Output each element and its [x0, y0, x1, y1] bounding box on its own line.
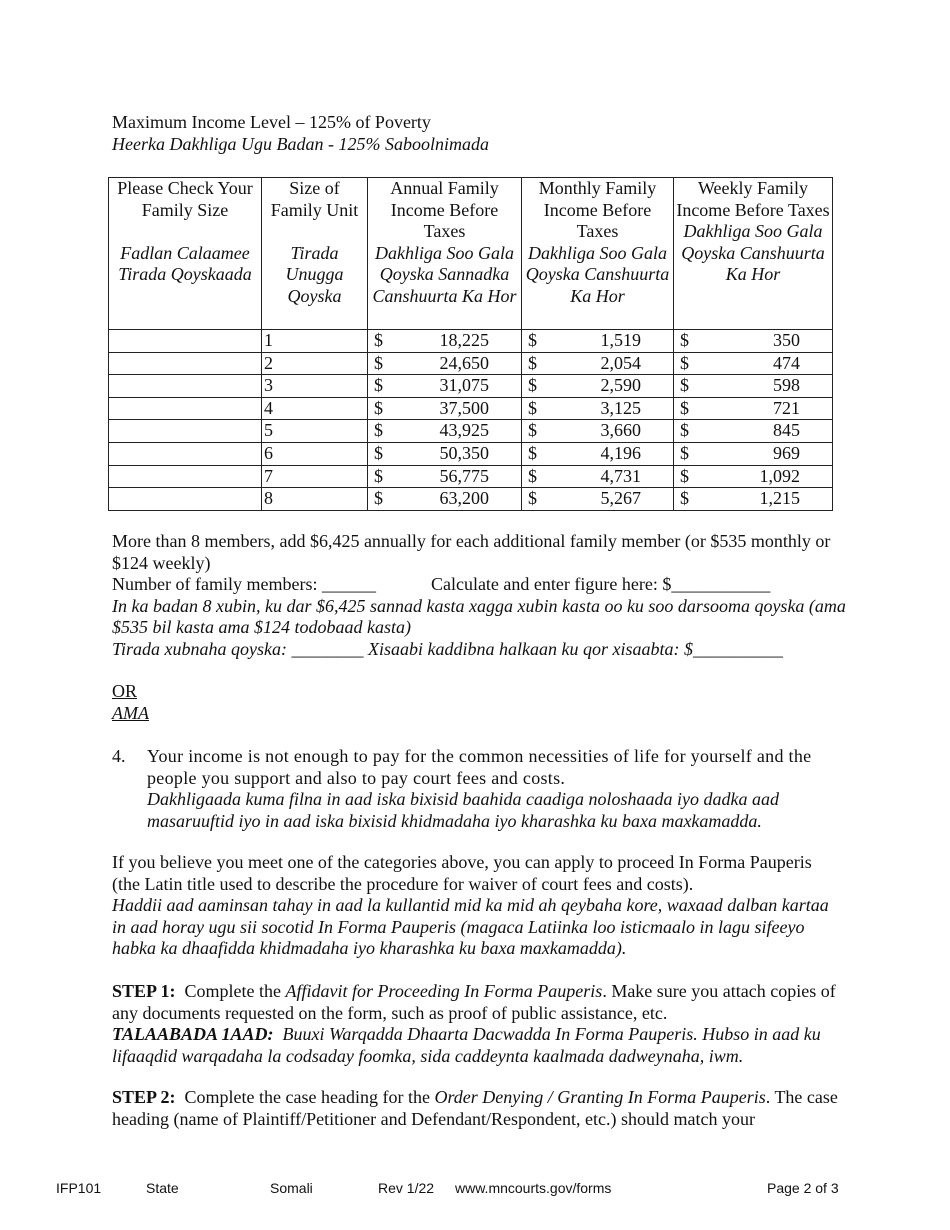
step-1-pre: Complete the	[184, 981, 282, 1001]
weekly-value: 969	[773, 442, 800, 463]
footer-page: Page 2 of 3	[767, 1180, 839, 1196]
currency-symbol: $	[528, 488, 537, 509]
heading-title: Maximum Income Level – 125% of Poverty	[112, 112, 431, 132]
monthly-value: 2,054	[600, 352, 641, 373]
heading-title-somali: Heerka Dakhliga Ugu Badan - 125% Saboolnimada	[112, 133, 489, 154]
annual-cell	[368, 420, 522, 443]
monthly-value: 5,267	[600, 488, 641, 509]
currency-symbol: $	[680, 352, 689, 373]
annual-value: 56,775	[439, 465, 489, 486]
weekly-value: 845	[773, 420, 800, 441]
currency-symbol: $	[680, 330, 689, 350]
header-size: Size of Family Unit Tirada Unugga Qoyska	[262, 178, 368, 330]
weekly-cell	[674, 488, 833, 511]
additional-note: More than 8 members, add $6,425 annually for each additional family member (or $535 monthly or $124 weekly)	[112, 531, 831, 573]
footer-revision: Rev 1/22	[378, 1180, 435, 1196]
monthly-cell	[522, 465, 674, 488]
annual-cell	[368, 488, 522, 511]
weekly-value: 721	[773, 397, 800, 418]
monthly-cell	[522, 375, 674, 398]
annual-cell	[368, 352, 522, 375]
step-1-text-somali: Buuxi Warqadda Dhaarta Dacwadda In Forma Pauperis. Hubso in aad ku lifaaqdid warqadaha la codsaday foomka, sida caddeynta kaalmada dadweynaha, iwm.	[112, 1024, 821, 1066]
check-cell[interactable]	[109, 397, 262, 420]
weekly-cell	[674, 420, 833, 443]
currency-symbol: $	[374, 488, 383, 509]
currency-symbol: $	[680, 442, 689, 463]
item-4-text: Your income is not enough to pay for the common necessities of life for yourself and the people you support and also to pay court fees and costs.	[147, 746, 812, 788]
header-monthly: Monthly Family Income Before Taxes Dakhliga Soo Gala Qoyska Canshuurta Ka Hor	[522, 178, 674, 330]
weekly-cell	[674, 375, 833, 398]
weekly-cell	[674, 330, 833, 353]
monthly-cell	[522, 397, 674, 420]
table-row	[109, 488, 833, 511]
currency-symbol: $	[680, 488, 689, 509]
currency-symbol: $	[374, 352, 383, 373]
size-cell: 2	[262, 352, 368, 375]
or-divider	[112, 681, 842, 724]
or-label: OR	[112, 681, 138, 701]
step-2-document: Order Denying / Granting In Forma Pauperis	[434, 1087, 766, 1107]
monthly-cell	[522, 352, 674, 375]
income-table	[108, 177, 833, 511]
footer-url[interactable]: www.mncourts.gov/forms	[455, 1180, 612, 1196]
currency-symbol: $	[374, 420, 383, 441]
table-row	[109, 442, 833, 465]
size-cell: 6	[262, 442, 368, 465]
size-cell: 7	[262, 465, 368, 488]
item-4	[112, 746, 840, 832]
income-heading	[112, 112, 842, 155]
currency-symbol: $	[528, 420, 537, 441]
annual-cell	[368, 330, 522, 353]
additional-note-somali: In ka badan 8 xubin, ku dar $6,425 sannad kasta xagga xubin kasta oo ku soo darsooma qoyska (ama $535 bil kasta ama $124 todobaad kasta)	[112, 595, 846, 638]
currency-symbol: $	[528, 442, 537, 463]
monthly-cell	[522, 442, 674, 465]
step-2-label: STEP 2:	[112, 1087, 176, 1107]
step-1-post: . Make sure you attach copies of any documents requested on the form, such as proof of public assistance, etc.	[112, 981, 836, 1023]
check-cell[interactable]	[109, 420, 262, 443]
size-cell: 3	[262, 375, 368, 398]
currency-symbol: $	[528, 465, 537, 486]
currency-symbol: $	[528, 330, 537, 350]
monthly-value: 2,590	[600, 375, 641, 396]
check-cell[interactable]	[109, 375, 262, 398]
ifp-text-somali: Haddii aad aaminsan tahay in aad la kullantid mid ka mid ah qeybaha kore, waxaad dalban kartaa in aad horay ugu sii socotid In Forma Pauperis (magaca Latiinka loo isticmaalo in lagu sifeeyo habka ka dhaafidda khidmadaha iyo kharashka ku baxa maxkamadda).	[112, 895, 829, 959]
weekly-value: 1,092	[759, 465, 800, 486]
members-field[interactable]: Number of family members: ______	[112, 574, 376, 595]
footer-language: Somali	[270, 1180, 313, 1196]
step-2	[112, 1087, 840, 1130]
step-2-pre: Complete the case heading for the	[184, 1087, 430, 1107]
currency-symbol: $	[528, 397, 537, 418]
members-field-somali[interactable]: Tirada xubnaha qoyska: ________	[112, 638, 364, 659]
monthly-cell	[522, 330, 674, 353]
check-cell[interactable]	[109, 488, 262, 511]
monthly-value: 3,660	[600, 420, 641, 441]
annual-cell	[368, 375, 522, 398]
currency-symbol: $	[374, 375, 383, 396]
check-cell[interactable]	[109, 442, 262, 465]
currency-symbol: $	[528, 375, 537, 396]
annual-value: 43,925	[439, 420, 489, 441]
currency-symbol: $	[528, 352, 537, 373]
annual-value: 31,075	[439, 375, 489, 396]
or-label-somali: AMA	[112, 702, 149, 723]
currency-symbol: $	[680, 375, 689, 396]
table-row	[109, 465, 833, 488]
currency-symbol: $	[680, 465, 689, 486]
weekly-value: 598	[773, 375, 800, 396]
currency-symbol: $	[680, 397, 689, 418]
additional-members-section	[112, 531, 847, 661]
monthly-value: 4,731	[600, 465, 641, 486]
header-annual: Annual Family Income Before Taxes Dakhliga Soo Gala Qoyska Sannadka Canshuurta Ka Hor	[368, 178, 522, 330]
ifp-text: If you believe you meet one of the categories above, you can apply to proceed In Forma Pauperis (the Latin title used to describe the procedure for waiver of court fees and costs).	[112, 852, 812, 894]
check-cell[interactable]	[109, 465, 262, 488]
weekly-value: 1,215	[759, 488, 800, 509]
annual-value: 63,200	[439, 488, 489, 509]
monthly-value: 1,519	[600, 330, 641, 350]
item-4-text-somali: Dakhligaada kuma filna in aad iska bixisid baahida caadiga noloshaada iyo dadka aad masaruuftid iyo in aad iska bixisid khidmadaha iyo kharashka ku baxa maxkamadda.	[147, 789, 779, 831]
weekly-value: 350	[773, 330, 800, 350]
step-2-post: . The case heading (name of Plaintiff/Petitioner and Defendant/Respondent, etc.) should match your	[112, 1087, 838, 1129]
step-1-label: STEP 1:	[112, 981, 176, 1001]
weekly-cell	[674, 442, 833, 465]
table-row	[109, 420, 833, 443]
annual-value: 50,350	[439, 442, 489, 463]
item-number: 4.	[112, 746, 126, 766]
annual-cell	[368, 442, 522, 465]
annual-value: 18,225	[439, 330, 489, 350]
currency-symbol: $	[374, 442, 383, 463]
annual-cell	[368, 465, 522, 488]
check-cell[interactable]	[109, 330, 262, 353]
size-cell: 4	[262, 397, 368, 420]
header-check: Please Check Your Family Size Fadlan Calaamee Tirada Qoyskaada	[109, 178, 262, 330]
currency-symbol: $	[374, 397, 383, 418]
currency-symbol: $	[374, 330, 383, 350]
header-weekly: Weekly Family Income Before Taxes Dakhliga Soo Gala Qoyska Canshuurta Ka Hor	[674, 178, 833, 330]
weekly-cell	[674, 397, 833, 420]
weekly-cell	[674, 465, 833, 488]
ifp-paragraph	[112, 852, 842, 960]
table-row	[109, 352, 833, 375]
step-1	[112, 981, 840, 1067]
size-cell: 8	[262, 488, 368, 511]
step-1-document: Affidavit for Proceeding In Forma Pauperis	[285, 981, 603, 1001]
annual-cell	[368, 397, 522, 420]
monthly-value: 3,125	[600, 397, 641, 418]
annual-value: 24,650	[439, 352, 489, 373]
monthly-cell	[522, 420, 674, 443]
currency-symbol: $	[680, 420, 689, 441]
calc-field-somali[interactable]: Xisaabi kaddibna halkaan ku qor xisaabta: $__________	[368, 638, 783, 659]
footer-form-id: IFP101	[56, 1180, 102, 1196]
size-cell: 1	[262, 330, 368, 353]
calc-field[interactable]: Calculate and enter figure here: $___________	[430, 574, 771, 595]
step-1-label-somali: TALAABADA 1AAD:	[112, 1024, 274, 1045]
annual-value: 37,500	[439, 397, 489, 418]
footer-state: State	[146, 1180, 179, 1196]
table-row	[109, 375, 833, 398]
check-cell[interactable]	[109, 352, 262, 375]
monthly-value: 4,196	[600, 442, 641, 463]
table-row	[109, 397, 833, 420]
table-row	[109, 330, 833, 353]
weekly-cell	[674, 352, 833, 375]
currency-symbol: $	[374, 465, 383, 486]
weekly-value: 474	[773, 352, 800, 373]
size-cell: 5	[262, 420, 368, 443]
monthly-cell	[522, 488, 674, 511]
